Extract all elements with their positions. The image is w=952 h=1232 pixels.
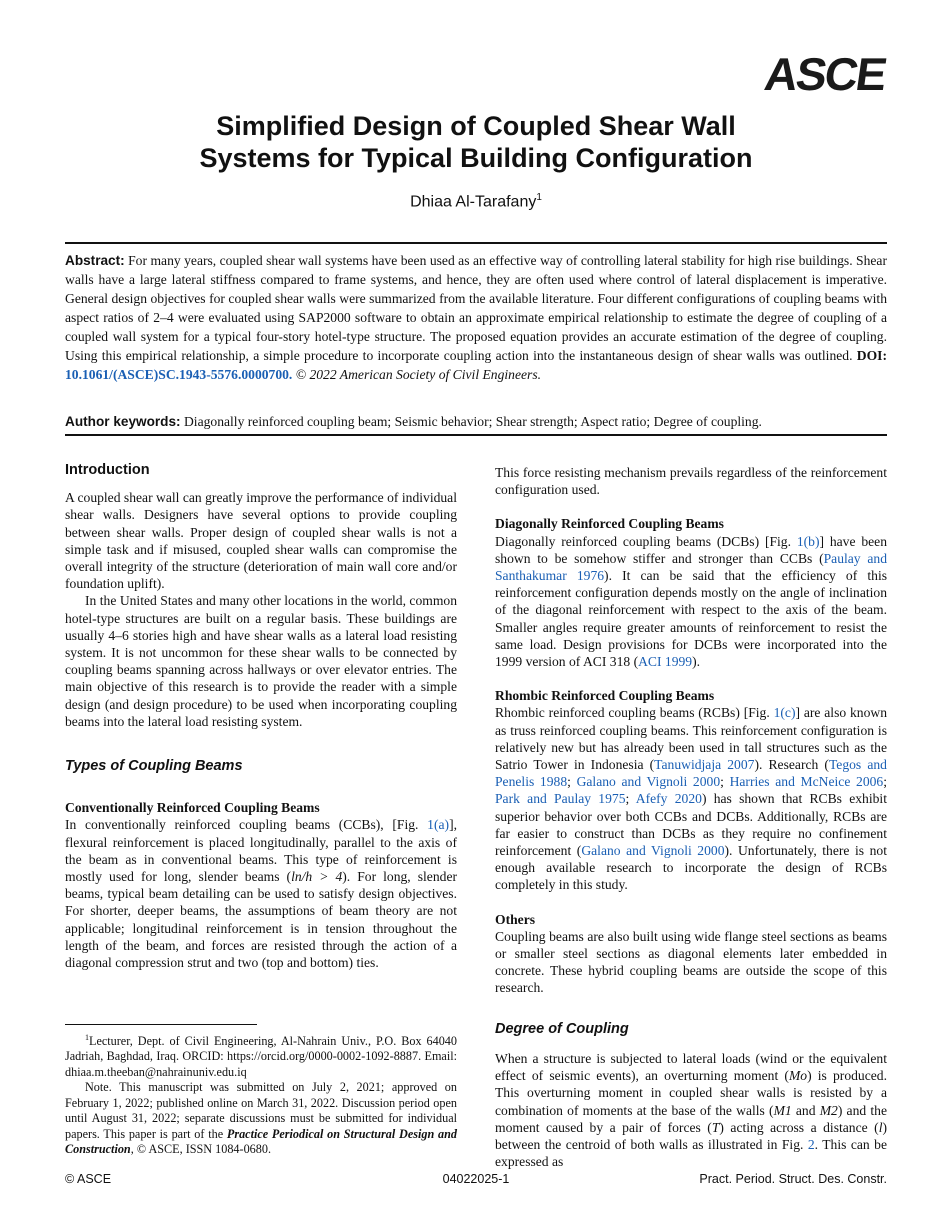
abstract-top-rule — [65, 242, 887, 244]
footer-copyright: © ASCE — [65, 1172, 112, 1186]
rcb-text-c: ). Research ( — [754, 757, 829, 773]
degree-text-f: . This can be expressed as — [495, 1136, 887, 1170]
left-column — [65, 462, 457, 971]
page-footer — [65, 1172, 887, 1190]
rcb-text-e: ). Unfortunately, there is not enough available research to incorporate the design of RCBs completely in this study. — [495, 843, 887, 893]
cite-tanuwidjaja[interactable]: Tanuwidjaja 2007 — [654, 757, 755, 773]
footnotes — [65, 1030, 457, 1157]
author-line — [100, 192, 852, 211]
keywords-label: Author keywords: — [65, 414, 181, 429]
doi-link[interactable]: 10.1061/(ASCE)SC.1943-5576.0000700. — [65, 367, 293, 382]
rcb-heading: Rhombic Reinforced Coupling Beams — [495, 688, 715, 704]
math-m1: M1 — [773, 1102, 792, 1118]
cite-paulay-santhakumar[interactable]: Paulay and Santhakumar 1976 — [495, 550, 887, 584]
rcb-sep-2: ; — [720, 774, 730, 790]
dcb-text-a: Diagonally reinforced coupling beams (DCBs) [Fig. — [495, 533, 792, 549]
math-l: l — [878, 1119, 883, 1135]
dcb-paragraph — [495, 533, 887, 671]
fig-1a-link[interactable]: 1(a) — [427, 817, 450, 833]
degree-text-d: ) acting across a distance ( — [719, 1119, 879, 1135]
degree-heading: Degree of Coupling — [495, 1020, 629, 1037]
rcb-text-d: ) has shown that RCBs exhibit superior behavior over both CCBs and DCBs. Additionally, RCBs are far easier to construct than DCBs as they require no confinement reinforcement ( — [495, 791, 887, 859]
fig-1b-link[interactable]: 1(b) — [796, 533, 820, 549]
abstract — [65, 251, 887, 384]
intro-heading: Introduction — [65, 462, 150, 478]
title-line-2: Systems for Typical Building Configuration — [199, 143, 753, 173]
footer-journal: Pract. Period. Struct. Des. Constr. — [699, 1172, 887, 1186]
author-name: Dhiaa Al-Tarafany — [410, 193, 537, 211]
footnote-note — [65, 1080, 457, 1157]
abstract-label: Abstract: — [65, 253, 125, 268]
math-mo: Mo — [788, 1068, 808, 1084]
footnote-affiliation-text: Lecturer, Dept. of Civil Engineering, Al-Nahrain Univ., P.O. Box 64040 Jadriah, Baghdad, Iraq. ORCID: https://orcid.org/0000-0002-1092-8887. Email: dhiaa.m.theeban@nahrainuniv.edu.iq — [65, 1034, 457, 1079]
others-paragraph: Coupling beams are also built using wide flange steel sections as beams or smaller steel sections as diagonal elements later embedded in concrete. These hybrid coupling beams are outside the scope of this research. — [495, 928, 887, 996]
footnote-note-a: Note. This manuscript was submitted on July 2, 2021; approved on February 1, 2022; published online on March 31, 2022. Discussion period open until August 31, 2022; separate discussions must be submitted for individual papers. This paper is part of the — [65, 1080, 457, 1141]
types-heading: Types of Coupling Beams — [65, 758, 243, 775]
rcb-text-a: Rhombic reinforced coupling beams (RCBs) [Fig. — [495, 705, 770, 721]
keywords-text: Diagonally reinforced coupling beam; Seismic behavior; Shear strength; Aspect ratio; Degree of coupling. — [183, 414, 762, 429]
rcb-sep-4: ; — [625, 791, 636, 807]
intro-paragraph-2: In the United States and many other locations in the world, common hotel-type structures are built on a regular basis. These buildings are usually 4–6 stories high and have shear walls as a lateral load resisting system. It is not uncommon for these shear walls to be connected by coupling beams spanning across hallways or over elevator entries. The main objective of this research is to provide the reader with a simple design (and design procedure) to be used when incorporating coupling beams into the lateral load resisting system. — [65, 593, 457, 729]
intro-paragraph-1: A coupled shear wall can greatly improve the performance of individual shear walls. Designers have several options to provide coupling between shear walls. Proper design of coupled shear walls is not a simple task and if misused, coupled shear walls can compromise the overall integrity of the structure (deterioration of main wall core and/or foundation uplift). — [65, 490, 457, 592]
abstract-copyright: © 2022 American Society of Civil Engineers. — [295, 367, 542, 382]
cite-galano-vignoli-2[interactable]: Galano and Vignoli 2000 — [581, 843, 725, 859]
math-m2: M2 — [819, 1102, 838, 1118]
degree-text-a: When a structure is subjected to lateral loads (wind or the equivalent effect of seismic events), an overturning moment ( — [495, 1050, 887, 1084]
degree-text-c: ) and the moment caused by a pair of forces ( — [495, 1102, 887, 1135]
rcb-paragraph — [495, 704, 887, 893]
cite-tegos-penelis[interactable]: Tegos and Penelis 1988 — [495, 757, 887, 790]
author-keywords — [65, 412, 887, 431]
cite-galano-vignoli[interactable]: Galano and Vignoli 2000 — [576, 774, 721, 790]
abstract-bottom-rule — [65, 434, 887, 436]
math-t: T — [711, 1119, 720, 1135]
ccb-paragraph — [65, 816, 457, 971]
title-line-1: Simplified Design of Coupled Shear Wall — [216, 111, 736, 141]
fig-2-link[interactable]: 2 — [807, 1136, 815, 1152]
rcb-text-b: ] are also known as truss reinforced coupling beams. This reinforcement configuration is relatively new but has already been used in tall structures such as the Satrio Tower in Indonesia ( — [495, 705, 887, 773]
ccb-text-a: In conventionally reinforced coupling beams (CCBs), [Fig. — [65, 817, 419, 833]
footnote-affiliation — [65, 1030, 457, 1080]
ccb-text-c: ). For long, slender beams, typical beam detailing can be used to satisfy design objectives. For shorter, deeper beams, the assumptions of beam theory are not applicable; longitudinal reinforcement is in tension throughout the length of the beam, and forces are resisted through the action of a diagonal compression strut and two (top and bottom) ties. — [65, 869, 457, 971]
degree-text-e: ) between the centroid of both walls as illustrated in Fig. — [495, 1119, 887, 1152]
doi-label: DOI: — [856, 348, 887, 363]
degree-and: and — [791, 1102, 820, 1118]
abstract-text: For many years, coupled shear wall systems have been used as an effective way of controlling lateral stability for high rise buildings. Shear walls have a large lateral stiffness compared to frame systems, and hence, they are often used where control of lateral displacement is imperative. General design objectives for coupled shear walls were summarized from the available literature. Four different configurations of coupling beams with aspect ratios of 2–4 were evaluated using SAP2000 software to obtain an approximate empirical relationship to estimate the degree of coupling of a coupled wall system for a typical four-story hotel-type structure. The proposed equation provides an accurate estimation of the degree of coupling. Using this empirical relationship, a simple procedure to incorporate coupling action into the instantaneous design of shear walls was outlined. — [65, 253, 887, 363]
degree-text-b: ) is produced. This overturning moment in coupled shear walls is resisted by a combination of moments at the base of the walls ( — [495, 1068, 887, 1118]
ccb-text-b: ], flexural reinforcement is placed longitudinally, parallel to the axis of the beam as in conventional beams. This type of reinforcement is mostly used for long, slender beams ( — [65, 817, 457, 885]
dcb-text-d: ). — [692, 654, 701, 670]
footnote-rule — [65, 1024, 257, 1025]
ccb-aspect-ratio: ln/h > 4 — [291, 869, 343, 885]
dcb-text-b: ] have been shown to be somehow stiffer and stronger than CCBs ( — [495, 533, 887, 566]
paper-title — [100, 110, 852, 174]
ccb-heading: Conventionally Reinforced Coupling Beams — [65, 800, 320, 816]
dcb-text-c: ). It can be said that the efficiency of this reinforcement configuration depends mostly on the angle of inclination of the diagonal reinforcement with respect to the axis of the beam. Smaller angles require greater amounts of reinforcement to resist the same load. Design provisions for DCBs were incorporated into the 1999 version of ACI 318 ( — [495, 568, 888, 670]
author-affil-mark: 1 — [536, 192, 542, 203]
rcb-sep-3: ; — [883, 774, 887, 790]
dcb-heading: Diagonally Reinforced Coupling Beams — [495, 516, 724, 532]
ccb-continuation: This force resisting mechanism prevails regardless of the reinforcement configuration used. — [495, 465, 887, 498]
cite-aci-1999[interactable]: ACI 1999 — [638, 654, 693, 670]
cite-harries-mcneice[interactable]: Harries and McNeice 2006 — [729, 774, 884, 790]
others-heading: Others — [495, 911, 536, 927]
right-column — [495, 464, 887, 1170]
cite-afefy[interactable]: Afefy 2020 — [635, 791, 702, 807]
degree-paragraph — [495, 1050, 887, 1170]
footnote-mark: 1 — [85, 1033, 89, 1042]
journal-name: Practice Periodical on Structural Design and Construction — [65, 1126, 457, 1156]
footer-page-id: 04022025-1 — [442, 1172, 510, 1186]
cite-park-paulay[interactable]: Park and Paulay 1975 — [495, 791, 626, 807]
rcb-sep-1: ; — [567, 774, 577, 790]
footnote-note-b: , © ASCE, ISSN 1084-0680. — [130, 1141, 272, 1156]
fig-1c-link[interactable]: 1(c) — [773, 705, 796, 721]
asce-logo: ASCE — [761, 48, 889, 100]
